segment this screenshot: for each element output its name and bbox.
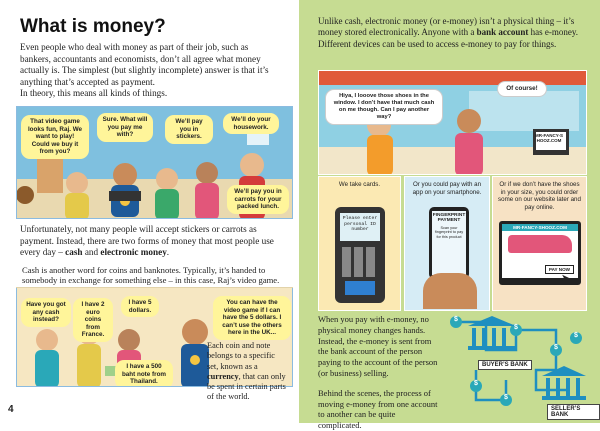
term-electronic-money: electronic money	[100, 247, 167, 258]
card-reader-screen: Please enter personal ID number	[340, 213, 380, 241]
mouse-cursor-icon: ➤	[561, 273, 570, 284]
speech-bubble: We’ll pay you in stickers.	[165, 115, 213, 144]
illustration-bargaining	[16, 106, 293, 219]
speech-bubble: We’ll pay you in carrots for your packed lunch.	[227, 185, 289, 214]
two-forms-text: Unfortunately, not many people will accept stickers or carrots as payment. Instead, there are two forms of money that most people use every day – cash and electronic money.	[20, 224, 274, 258]
speech-bubble: That video game looks fun, Raj. We want to play! Could we buy it from you?	[21, 115, 89, 159]
speech-bubble: I have 2 euro coins from France.	[73, 298, 113, 342]
panel-caption: Or if we don’t have the shoes in your size, you could order some on our website later and pay online.	[498, 181, 581, 211]
dollar-icon: $	[514, 324, 518, 331]
page-number: 4	[8, 404, 14, 415]
dollar-icon: $	[574, 332, 578, 339]
speech-bubble: I have 5 dollars.	[121, 296, 159, 317]
phone-screen	[432, 211, 466, 275]
dollar-icon: $	[454, 316, 458, 323]
panel-online-payment	[492, 176, 587, 311]
emoney-explanation	[318, 314, 438, 431]
dollar-icon: $	[554, 344, 558, 351]
hand	[423, 273, 477, 309]
sellers-bank-label: SELLER’S BANK	[547, 404, 600, 420]
term-cash: cash	[65, 247, 83, 258]
emoney-intro: Unlike cash, electronic money (or e-money) isn’t a physical thing – it’s money stored electronically. Anyone with a bank account has e-money. Different devices can be used to access e-money to pay for things.	[318, 16, 579, 49]
website-header: MR-FANCY-SHOOZ.COM	[502, 224, 578, 231]
card-slot	[345, 281, 375, 295]
smartphone	[429, 207, 469, 279]
shoe-picture	[508, 235, 572, 253]
cash-definition: Cash is another word for coins and banknotes. Typically, it’s handed to somebody in exchange for something else – in this case, Raj’s video game.	[16, 262, 293, 288]
currency-caption: Each coin and note belongs to a specific set, known as a currency, that can only be spent in certain parts of the world.	[207, 341, 286, 402]
panel-app-payment	[404, 176, 490, 311]
explanation-paragraph: When you pay with e-money, no physical money changes hands. Instead, the e-money is sent from the bank account of the person paying to the account of the person (or business) selling.	[318, 314, 438, 378]
panel-card-payment	[318, 176, 401, 311]
intro-line: Even people who deal with money as part of their job, such as	[20, 42, 249, 52]
speech-bubble: You can have the video game if I can have the 5 dollars. I can’t use the others here in the UK...	[213, 296, 291, 340]
speech-bubble: Have you got any cash instead?	[21, 298, 71, 327]
dollar-icon: $	[504, 394, 508, 401]
panel-caption: Or you could pay with an app on your smartphone.	[412, 181, 482, 196]
dollar-icon: $	[474, 380, 478, 387]
explanation-paragraph: Behind the scenes, the process of moving e-money from one account to another can be quite complicated.	[318, 387, 438, 431]
term-bank-account: bank account	[476, 27, 529, 38]
intro-line: bankers, accountants and economists, don’t all agree what money	[20, 53, 261, 64]
speech-bubble: Hiya, I looove those shoes in the window. I don’t have that much cash on me though. Can I pay another way?	[325, 89, 443, 125]
phone-screen-sub: Scan your fingerprint to pay for this product	[434, 225, 464, 239]
speech-bubble: I have a 500 baht note from Thailand.	[115, 360, 173, 387]
panel-caption: We take cards.	[338, 181, 381, 188]
speech-bubble: Of course!	[497, 81, 547, 97]
intro-text	[20, 42, 292, 100]
term-currency: currency	[207, 371, 239, 381]
phone-screen-title: FINGERPRINT PAYMENT	[432, 213, 466, 224]
shop-sign: MR-FANCY-SHOOZ.COM	[535, 133, 563, 143]
card-reader	[335, 207, 385, 303]
left-page	[0, 0, 299, 423]
intro-line: In theory, this means all kinds of things.	[20, 88, 168, 99]
page-title: What is money?	[20, 16, 166, 37]
speech-bubble: Sure. What will you pay me with?	[97, 113, 153, 142]
intro-line: actually is. The simplest (but slightly incomplete) answer is that it’s	[20, 65, 269, 76]
buyers-bank-label: BUYER’S BANK	[478, 360, 532, 370]
pay-now-button[interactable]: PAY NOW	[545, 265, 574, 274]
keypad	[342, 247, 378, 277]
speech-bubble: We’ll do your housework.	[223, 113, 279, 134]
intro-line: anything that’s accepted as payment.	[20, 76, 155, 87]
website-screen	[502, 224, 578, 278]
illustration-shop	[318, 70, 587, 175]
